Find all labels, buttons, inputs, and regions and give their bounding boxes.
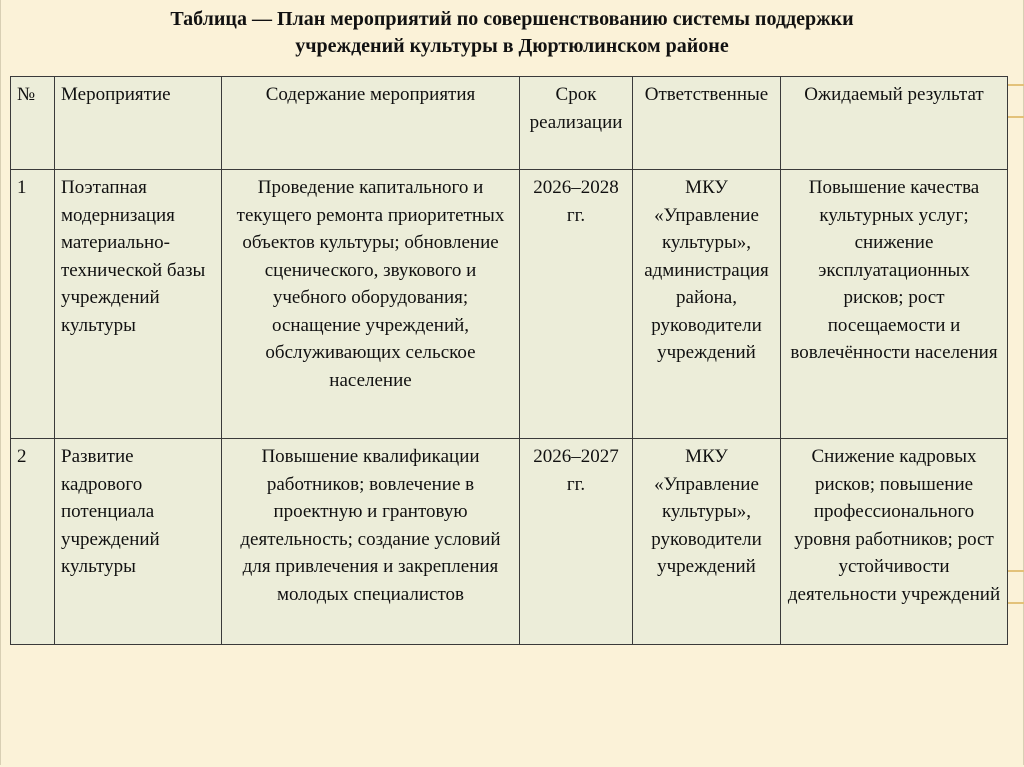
header-event: Мероприятие <box>55 77 222 170</box>
header-responsible: Ответственные <box>633 77 781 170</box>
table-header-row <box>11 77 1008 170</box>
cell-content: Проведение капитального и текущего ремонта приоритетных объектов культуры; обновление сценического, звукового и учебного оборудования; оснащение учреждений, обслуживающих сельское население <box>222 170 520 439</box>
cell-number: 1 <box>11 170 55 439</box>
cell-number: 2 <box>11 439 55 645</box>
cell-event: Развитие кадрового потенциала учреждений культуры <box>55 439 222 645</box>
cell-responsible: МКУ «Управление культуры», администрация района, руководители учреждений <box>633 170 781 439</box>
header-result: Ожидаемый результат <box>781 77 1008 170</box>
table-row <box>11 439 1008 645</box>
header-content: Содержание мероприятия <box>222 77 520 170</box>
page-title <box>0 6 1024 60</box>
cell-term: 2026–2027 гг. <box>520 439 633 645</box>
table-row <box>11 170 1008 439</box>
cell-responsible: МКУ «Управление культуры», руководители учреждений <box>633 439 781 645</box>
cell-event: Поэтапная модернизация материально-технической базы учреждений культуры <box>55 170 222 439</box>
cell-term: 2026–2028 гг. <box>520 170 633 439</box>
header-number: № <box>11 77 55 170</box>
title-line-1: Таблица — План мероприятий по совершенствованию системы поддержки <box>170 8 854 30</box>
title-line-2: учреждений культуры в Дюртюлинском районе <box>295 35 729 57</box>
plan-table <box>10 76 1008 645</box>
header-term: Срок реализации <box>520 77 633 170</box>
cell-content: Повышение квалификации работников; вовлечение в проектную и грантовую деятельность; создание условий для привлечения и закрепления молодых специалистов <box>222 439 520 645</box>
cell-result: Снижение кадровых рисков; повышение профессионального уровня работников; рост устойчивости деятельности учреждений <box>781 439 1008 645</box>
cell-result: Повышение качества культурных услуг; снижение эксплуатационных рисков; рост посещаемости и вовлечённости населения <box>781 170 1008 439</box>
